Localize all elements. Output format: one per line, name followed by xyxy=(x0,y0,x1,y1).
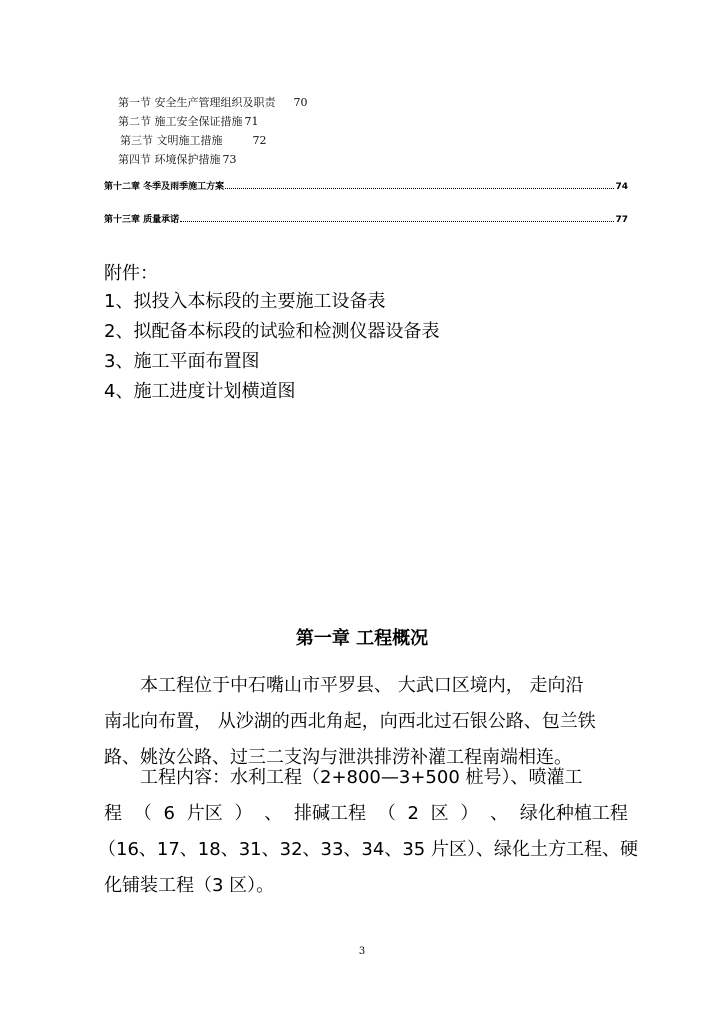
page-number: 3 xyxy=(358,946,366,957)
paragraph-line: （16、17、18、31、32、33、34、35 片区）、绿化土方工程、硬 xyxy=(98,839,638,860)
paragraph-line: 路、姚汝公路、过三二支沟与泄洪排涝补灌工程南端相连。 xyxy=(104,747,572,768)
paragraph-line-justified: 程 （ 6 片区 ） 、 排碱工程 （ 2 区 ） 、 绿化种植工程 xyxy=(104,803,628,824)
annex-heading: 附件： xyxy=(104,263,158,284)
annex-item: 3、施工平面布置图 xyxy=(104,351,260,372)
annex-item: 2、拟配备本标段的试验和检测仪器设备表 xyxy=(104,321,440,342)
toc-section-1[interactable]: 第一节 安全生产管理组织及职责 70 xyxy=(118,96,308,109)
toc-dot-leader xyxy=(225,188,614,189)
chapter-title: 第一章 工程概况 xyxy=(295,628,429,649)
toc-chapter-13[interactable]: 第十三章 质量承诺 77 xyxy=(104,215,628,225)
paragraph-line: 化铺装工程（3 区）。 xyxy=(104,875,275,896)
annex-item: 4、施工进度计划横道图 xyxy=(104,381,296,402)
annex-item: 1、拟投入本标段的主要施工设备表 xyxy=(104,291,386,312)
paragraph-line: 南北向布置， 从沙湖的西北角起，向西北过石银公路、包兰铁 xyxy=(104,711,596,732)
paragraph-scope xyxy=(98,760,638,904)
paragraph-line: 工程内容：水利工程（2+800—3+500 桩号）、喷灌工 xyxy=(140,767,583,788)
toc-section-3[interactable]: 第三节 文明施工措施 72 xyxy=(120,134,267,147)
toc-section-2[interactable]: 第二节 施工安全保证措施 71 xyxy=(118,115,259,128)
paragraph-line: 本工程位于中石嘴山市平罗县、 大武口区境内， 走向沿 xyxy=(140,675,584,696)
toc-section-4[interactable]: 第四节 环境保护措施 73 xyxy=(118,153,237,166)
toc-chapter-12[interactable]: 第十二章 冬季及雨季施工方案 74 xyxy=(104,182,628,192)
toc-dot-leader xyxy=(180,221,614,222)
